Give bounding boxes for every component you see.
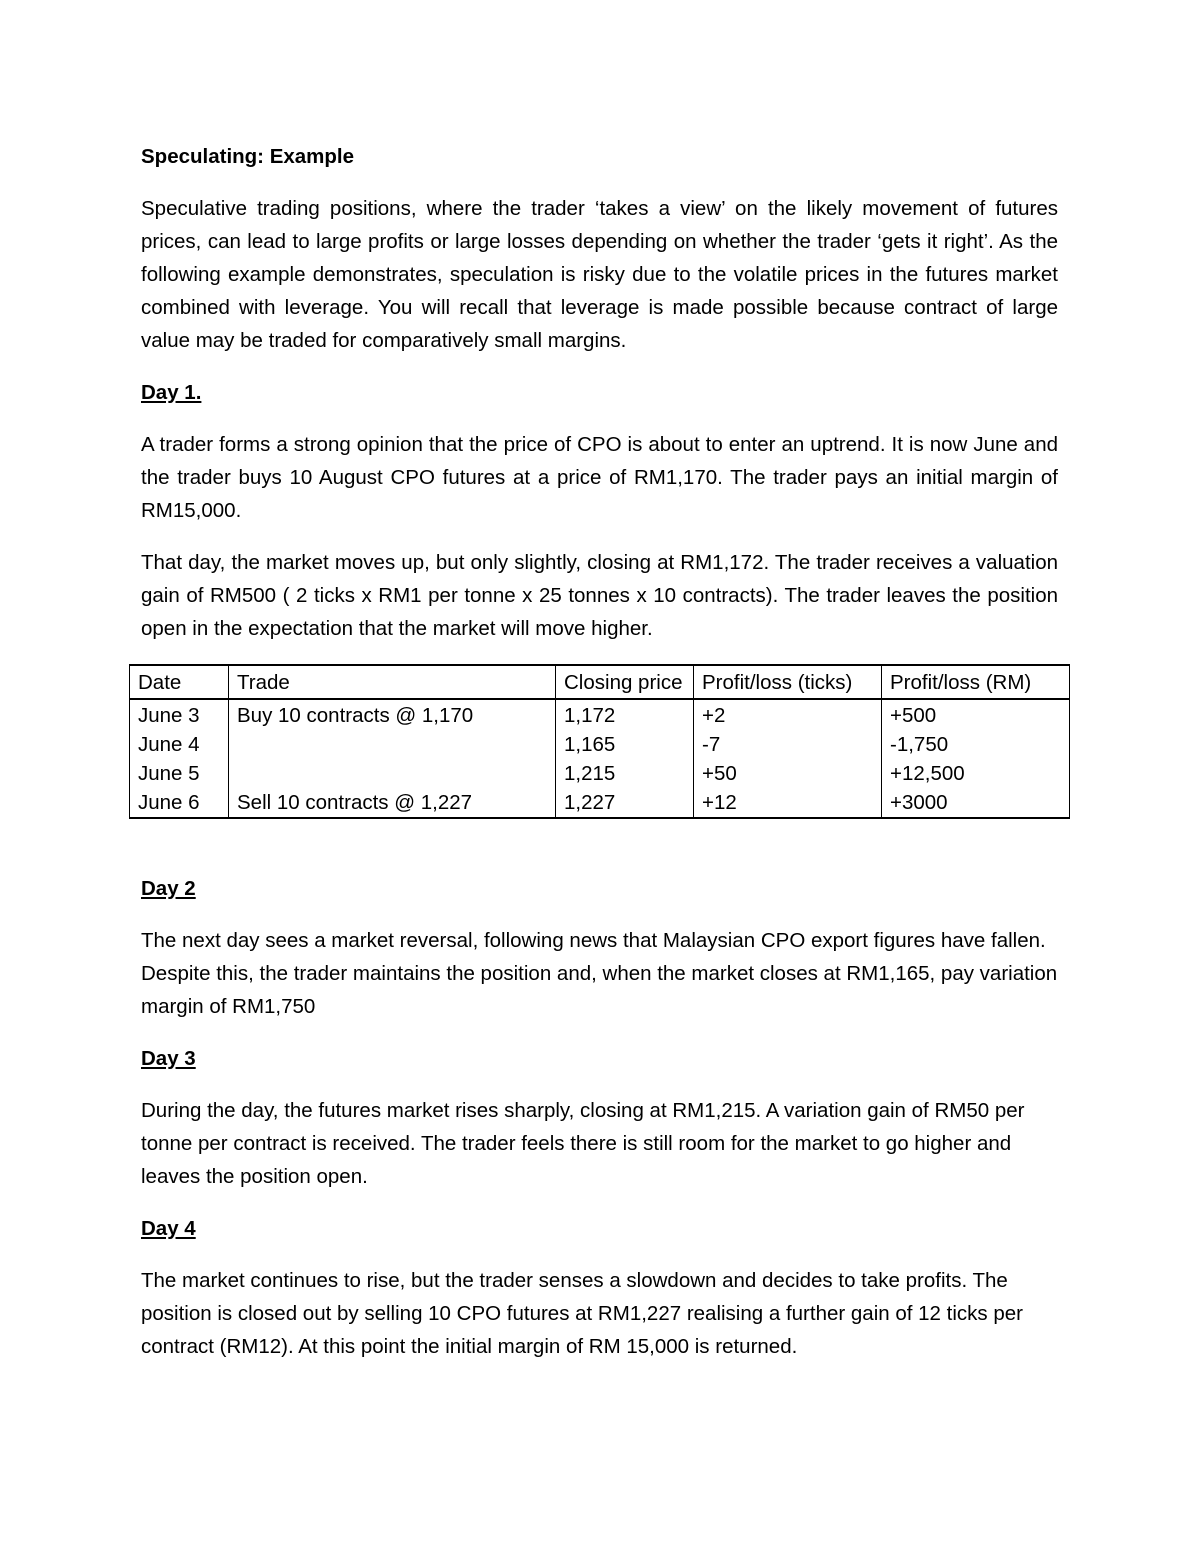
day3-paragraph: During the day, the futures market rises sharply, closing at RM1,215. A variation gain of RM50 per tonne per contract is received. The trader feels there is still room for the market to go higher and leaves the position open. xyxy=(141,1099,1025,1188)
document-title: Speculating: Example xyxy=(141,145,355,168)
document-page xyxy=(138,140,1058,1382)
table-row xyxy=(130,699,1070,730)
cell-closing-price: 1,165 xyxy=(556,730,694,759)
day1-heading: Day 1. xyxy=(141,381,202,404)
table-row xyxy=(130,788,1070,818)
day1-paragraph-1: A trader forms a strong opinion that the price of CPO is about to enter an uptrend. It is now June and the trader buys 10 August CPO futures at a price of RM1,170. The trader pays an initial margin of RM15,000. xyxy=(141,433,1058,522)
cell-trade: Buy 10 contracts @ 1,170 xyxy=(229,699,556,730)
cell-date: June 3 xyxy=(130,699,229,730)
cell-closing-price: 1,172 xyxy=(556,699,694,730)
day4-paragraph: The market continues to rise, but the trader senses a slowdown and decides to take profits. The position is closed out by selling 10 CPO futures at RM1,227 realising a further gain of 12 ticks per contract (RM12). At this point the initial margin of RM 15,000 is returned. xyxy=(141,1269,1023,1358)
cell-profit-loss-ticks: -7 xyxy=(694,730,882,759)
table-header-row xyxy=(130,665,1070,699)
cell-profit-loss-rm: +500 xyxy=(882,699,1070,730)
cell-profit-loss-ticks: +2 xyxy=(694,699,882,730)
cell-profit-loss-ticks: +50 xyxy=(694,759,882,788)
cell-closing-price: 1,227 xyxy=(556,788,694,818)
day4-heading: Day 4 xyxy=(141,1217,196,1240)
cell-closing-price: 1,215 xyxy=(556,759,694,788)
cell-trade xyxy=(229,759,556,788)
header-date: Date xyxy=(130,665,229,699)
day1-paragraph-2: That day, the market moves up, but only slightly, closing at RM1,172. The trader receives a valuation gain of RM500 ( 2 ticks x RM1 per tonne x 25 tonnes x 10 contracts). The trader leaves the position open in the expectation that the market will move higher. xyxy=(141,551,1058,640)
cell-date: June 5 xyxy=(130,759,229,788)
cell-trade xyxy=(229,730,556,759)
header-closing-price: Closing price xyxy=(556,665,694,699)
table-row xyxy=(130,730,1070,759)
intro-paragraph: Speculative trading positions, where the trader ‘takes a view’ on the likely movement of futures prices, can lead to large profits or large losses depending on whether the trader ‘gets it right’. As the following example demonstrates, speculation is risky due to the volatile prices in the futures market combined with leverage. You will recall that leverage is made possible because contract of large value may be traded for comparatively small margins. xyxy=(141,197,1058,352)
header-trade: Trade xyxy=(229,665,556,699)
day2-heading: Day 2 xyxy=(141,877,196,900)
cell-trade: Sell 10 contracts @ 1,227 xyxy=(229,788,556,818)
cell-profit-loss-rm: +12,500 xyxy=(882,759,1070,788)
header-profit-loss-ticks: Profit/loss (ticks) xyxy=(694,665,882,699)
day2-paragraph: The next day sees a market reversal, following news that Malaysian CPO export figures have fallen. Despite this, the trader maintains the position and, when the market closes at RM1,165, pay variation margin of RM1,750 xyxy=(141,929,1058,1018)
table-row xyxy=(130,759,1070,788)
day3-heading: Day 3 xyxy=(141,1047,196,1070)
header-profit-loss-rm: Profit/loss (RM) xyxy=(882,665,1070,699)
trade-table xyxy=(129,664,1070,819)
cell-profit-loss-ticks: +12 xyxy=(694,788,882,818)
cell-profit-loss-rm: -1,750 xyxy=(882,730,1070,759)
cell-date: June 6 xyxy=(130,788,229,818)
cell-date: June 4 xyxy=(130,730,229,759)
cell-profit-loss-rm: +3000 xyxy=(882,788,1070,818)
